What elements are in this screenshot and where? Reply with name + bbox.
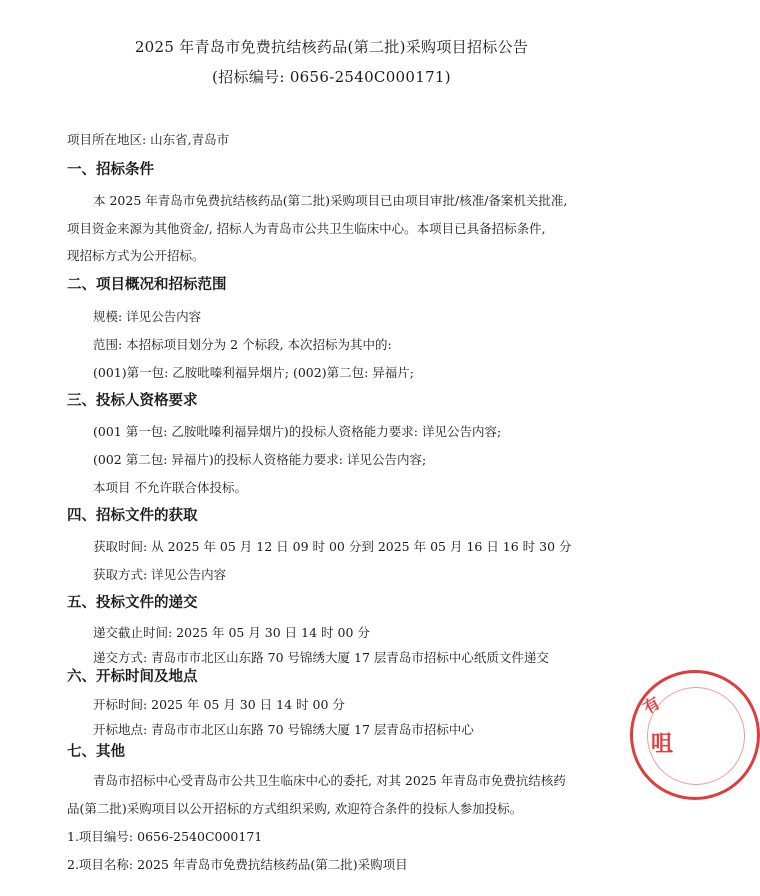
section-heading: 二、项目概况和招标范围 (67, 277, 227, 293)
section-heading: 三、投标人资格要求 (67, 393, 198, 409)
section-line: 开标时间: 2025 年 05 月 30 日 14 时 00 分 (93, 697, 345, 712)
section-line: 项目资金来源为其他资金/, 招标人为青岛市公共卫生临床中心。本项目已具备招标条件, (67, 221, 546, 236)
section-line: 范围: 本招标项目划分为 2 个标段, 本次招标为其中的: (93, 337, 392, 352)
section-line: 本项目 不允许联合体投标。 (93, 480, 247, 495)
section-line: 2.项目名称: 2025 年青岛市免费抗结核药品(第二批)采购项目 (67, 857, 408, 872)
section-line: (001)第一包: 乙胺吡嗪利福异烟片; (002)第二包: 异福片; (93, 365, 414, 380)
section-line: 本 2025 年青岛市免费抗结核药品(第二批)采购项目已由项目审批/核准/备案机关批准, (93, 193, 568, 208)
seal-char: 咀 (651, 732, 674, 757)
tender-number: (招标编号: 0656-2540C000171) (212, 68, 451, 86)
section-heading: 一、招标条件 (67, 162, 154, 178)
section-line: 现招标方式为公开招标。 (67, 248, 205, 263)
section-line: 开标地点: 青岛市市北区山东路 70 号锦绣大厦 17 层青岛市招标中心 (93, 722, 474, 737)
section-line: 品(第二批)采购项目以公开招标的方式组织采购, 欢迎符合条件的投标人参加投标。 (67, 801, 523, 816)
project-location: 项目所在地区: 山东省,青岛市 (67, 132, 230, 147)
section-line: 递交方式: 青岛市市北区山东路 70 号锦绣大厦 17 层青岛市招标中心纸质文件递交 (93, 650, 549, 665)
section-line: 青岛市招标中心受青岛市公共卫生临床中心的委托, 对其 2025 年青岛市免费抗结核药 (93, 773, 566, 788)
section-heading: 七、其他 (67, 744, 125, 760)
section-line: 获取方式: 详见公告内容 (93, 567, 227, 582)
section-line: 1.项目编号: 0656-2540C000171 (67, 829, 263, 844)
seal-char: 有 (639, 693, 664, 718)
section-line: (001 第一包: 乙胺吡嗪利福异烟片)的投标人资格能力要求: 详见公告内容; (93, 424, 502, 439)
section-heading: 五、投标文件的递交 (67, 595, 198, 611)
section-line: 规模: 详见公告内容 (93, 309, 202, 324)
official-seal (630, 670, 760, 800)
section-line: 获取时间: 从 2025 年 05 月 12 日 09 时 00 分到 2025 年 05 月 16 日 16 时 30 分 (93, 539, 572, 554)
section-heading: 四、招标文件的获取 (67, 508, 198, 524)
section-heading: 六、开标时间及地点 (67, 669, 198, 685)
section-line: 递交截止时间: 2025 年 05 月 30 日 14 时 00 分 (93, 625, 370, 640)
document-title: 2025 年青岛市免费抗结核药品(第二批)采购项目招标公告 (134, 38, 529, 56)
section-line: (002 第二包: 异福片)的投标人资格能力要求: 详见公告内容; (93, 452, 427, 467)
